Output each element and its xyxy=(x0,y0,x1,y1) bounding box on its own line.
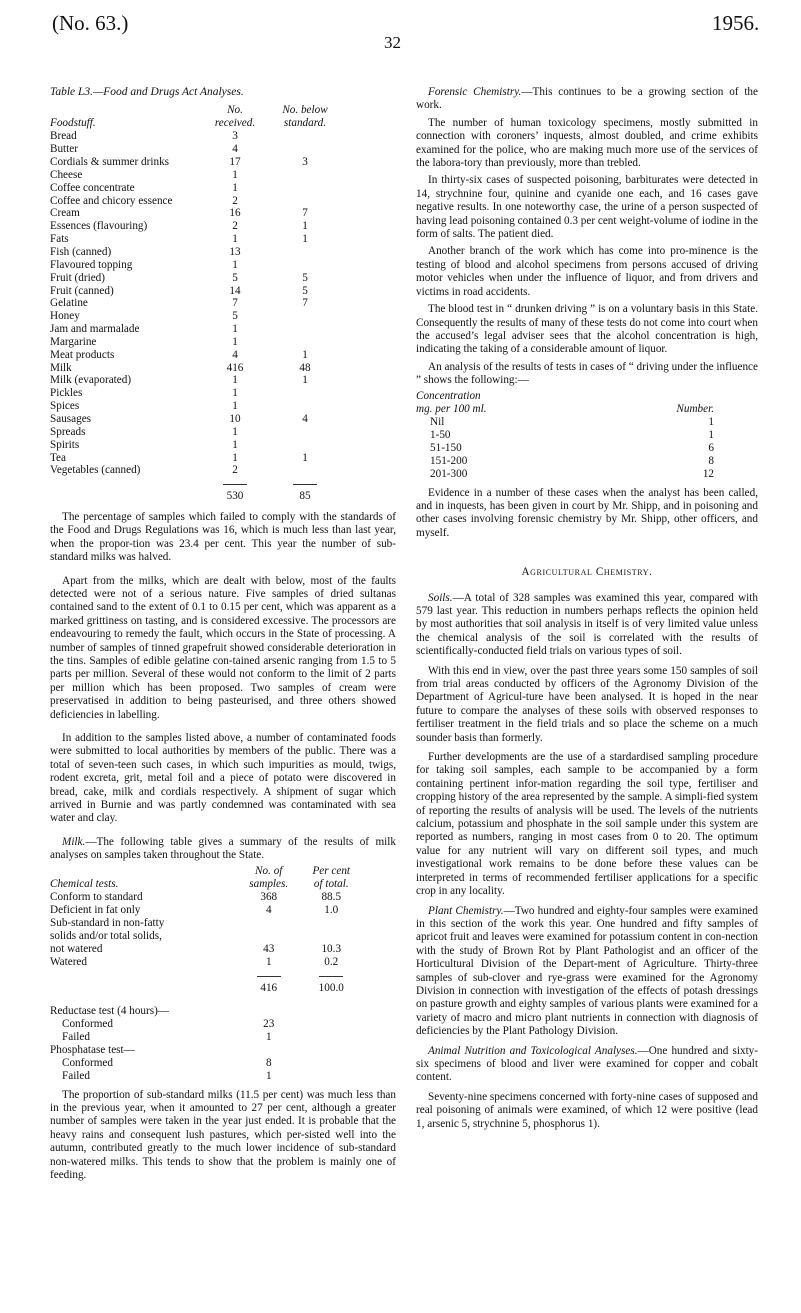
milk-rule-row xyxy=(50,969,362,982)
table-row xyxy=(50,297,350,310)
paragraph-contaminated: In addition to the samples listed above, a number of contaminated foods were submitted to local authorities by members of the public. There was a total of seven-teen such cases, in which such impurities as mould, twigs, rodent excreta, grit, metal foil and a piece of potato were discovered in bread, cake, milk and cordials respectively. A shipment of sugar which arrived in Burnie and was partly condemned was contaminated with sea water and clay. xyxy=(50,731,396,825)
conc-number: 8 xyxy=(708,454,714,467)
milk-sample-count: 1 xyxy=(265,955,272,968)
below-standard-count: 48 xyxy=(299,361,311,374)
table-row xyxy=(50,246,350,259)
conc-number: 6 xyxy=(708,441,714,454)
milk-head-cell xyxy=(50,865,237,878)
received-count: 1 xyxy=(232,400,238,413)
below-standard-count: 5 xyxy=(302,284,308,297)
foodstuff-name: Bread xyxy=(50,130,77,143)
conc-head-number: Number. xyxy=(676,402,714,415)
table-row xyxy=(50,374,350,387)
rule-cell xyxy=(237,969,301,982)
table-row xyxy=(50,220,350,233)
below-standard-count: 1 xyxy=(302,348,308,361)
received-count: 1 xyxy=(232,258,238,271)
foodstuff-name: Spices xyxy=(50,400,80,413)
right-column xyxy=(416,86,758,1141)
reductase-count: 23 xyxy=(263,1017,275,1030)
paragraph-blood-alcohol: Another branch of the work which has come into pro-minence is the testing of blood and alcohol specimens from persons accused of driving motor vehicles when under the influence of liquor, and from drivers and victims in road accidents. xyxy=(416,245,758,298)
received-count: 1 xyxy=(232,374,238,387)
received-count: 5 xyxy=(232,271,238,284)
animal-text: —One hundred and sixty-six specimens of blood and liver were examined for copper and cobalt content. xyxy=(416,1044,759,1084)
milk-head-cell: No. of xyxy=(255,864,283,877)
milk-percent: 1.0 xyxy=(324,903,339,916)
foodstuff-name: Sausages xyxy=(50,412,92,425)
foodstuff-name: Milk xyxy=(50,361,72,374)
milk-head-cell: samples. xyxy=(249,877,289,890)
conc-row xyxy=(416,429,716,442)
received-count: 1 xyxy=(232,181,238,194)
table-row xyxy=(50,169,350,182)
milk-sample-count xyxy=(237,917,301,930)
table-row xyxy=(50,413,350,426)
milk-test-label: Sub-standard in non-fatty xyxy=(50,916,165,929)
received-count: 1 xyxy=(232,387,238,400)
below-standard-count xyxy=(260,143,350,156)
blank-cell xyxy=(50,477,210,490)
table-caption: Table L3.—Food and Drugs Act Analyses. xyxy=(50,86,244,98)
paragraph-soils xyxy=(416,592,758,659)
table-row xyxy=(50,285,350,298)
table-row xyxy=(50,272,350,285)
below-standard-count: 1 xyxy=(302,374,308,387)
table-row xyxy=(50,130,350,143)
phosphatase-result-label: Failed xyxy=(62,1069,90,1082)
table-row xyxy=(50,400,350,413)
milk-percent xyxy=(301,917,363,930)
milk-lead: Milk. xyxy=(62,835,86,848)
received-count: 1 xyxy=(232,323,238,336)
conc-range: 51-150 xyxy=(430,441,462,454)
received-count: 1 xyxy=(232,425,238,438)
milk-test-label: not watered xyxy=(50,942,103,955)
conc-row xyxy=(416,468,716,481)
rule-cell xyxy=(210,477,260,490)
received-count: 10 xyxy=(229,412,241,425)
received-count: 5 xyxy=(232,310,238,323)
foodstuff-name: Margarine xyxy=(50,335,97,348)
table-row xyxy=(50,259,350,272)
foodstuff-name: Milk (evaporated) xyxy=(50,374,132,387)
received-count: 1 xyxy=(232,168,238,181)
milk-table xyxy=(50,865,362,1083)
milk-test-label: Deficient in fat only xyxy=(50,903,141,916)
paragraph-evidence: Evidence in a number of these cases when the analyst has been called, and in inquests, has been given in court by Mr. Shipp, and in poisoning and other cases involving forensic chemistry by Mr. Shipp, other officers, and myself. xyxy=(416,486,758,539)
below-standard-count: 1 xyxy=(302,220,308,233)
conc-range: 1-50 xyxy=(430,428,451,441)
foodstuff-name: Cheese xyxy=(50,168,83,181)
foodstuff-name: Coffee and chicory essence xyxy=(50,194,173,207)
milk-percent xyxy=(301,930,363,943)
milk-percent: 10.3 xyxy=(321,942,342,955)
milk-total-row xyxy=(50,982,362,995)
table-head-cell: No. xyxy=(227,104,243,117)
blank-cell xyxy=(301,1018,363,1031)
milk-test-label: solids and/or total solids, xyxy=(50,929,162,942)
table-row xyxy=(50,182,350,195)
conc-number: 12 xyxy=(702,467,714,480)
received-count: 14 xyxy=(229,284,241,297)
paragraph-animal-poisoning: Seventy-nine specimens concerned with forty-nine cases of supposed and real poisoning of animals were examined, of which 12 were positive (lead 1, arsenic 5, strychnine 5, phosphorus 1). xyxy=(416,1090,758,1130)
paragraph-faults: Apart from the milks, which are dealt with below, most of the faults detected were not of a serious nature. Five samples of dried sultanas contained sand to the extent of 0.1 to 0.15 per cent, which was apparent as a marked grittiness on tasting, and is considered excessive. The processors are endeavouring to remedy the fault, which occurs in the State of processing. A number of samples of tinned grapefruit showed considerable deterioration in the tins. Samples of edible gelatine con-tained arsenic ranging from 1.5 to 5 parts per million. Several of these would not conform to the limit of 2 parts per million which has been proposed. Two samples of cream were preservatised in addition to being pasteurised, and three others showed deficiencies in labelling. xyxy=(50,574,396,721)
foodstuff-name: Flavoured topping xyxy=(50,258,133,271)
foodstuff-name: Cordials & summer drinks xyxy=(50,156,170,169)
milk-head-row xyxy=(50,865,362,878)
below-standard-count xyxy=(260,323,350,336)
paragraph-analysis-intro: An analysis of the results of tests in cases of “ driving under the influence ” shows the following:— xyxy=(416,360,758,387)
milk-total-percent: 100.0 xyxy=(318,981,344,994)
foodstuff-name: Coffee concentrate xyxy=(50,181,135,194)
total-below: 85 xyxy=(299,490,311,503)
blank-cell xyxy=(50,490,210,503)
milk-head-cell: Per cent xyxy=(312,864,351,877)
foodstuff-name: Cream xyxy=(50,207,80,220)
spacer-row xyxy=(50,995,362,1005)
phosphatase-count: 8 xyxy=(265,1056,272,1069)
milk-head-cell: of total. xyxy=(313,877,349,890)
phosphatase-result-label: Conformed xyxy=(62,1056,113,1069)
below-standard-count: 7 xyxy=(302,207,308,220)
below-standard-count: 3 xyxy=(302,156,308,169)
milk-percent: 0.2 xyxy=(324,955,339,968)
table-row xyxy=(50,349,350,362)
received-count: 2 xyxy=(232,220,238,233)
milk-head-cell: Chemical tests. xyxy=(50,877,119,890)
below-standard-count xyxy=(260,336,350,349)
total-row xyxy=(50,490,350,503)
forensic-lead: Forensic Chemistry. xyxy=(428,86,522,98)
blank-cell xyxy=(50,982,237,995)
conc-number: 1 xyxy=(708,428,714,441)
milk-row xyxy=(50,930,362,943)
header-series-number: (No. 63.) xyxy=(52,11,129,35)
foodstuff-name: Spirits xyxy=(50,438,80,451)
paragraph-toxicology: The number of human toxicology specimens, mostly submitted in connection with coroners’ inquests, almost doubled, and crime exhibits examined for the police, who are making much more use of the services of the labora-tory than previously, more than trebled. xyxy=(416,116,758,170)
animal-lead: Animal Nutrition and Toxicological Analyses. xyxy=(428,1044,638,1057)
conc-head-units: mg. per 100 ml. xyxy=(416,402,487,415)
table-row xyxy=(50,439,350,452)
milk-row xyxy=(50,943,362,956)
below-standard-count xyxy=(260,464,350,477)
received-count: 17 xyxy=(229,156,241,169)
milk-row xyxy=(50,904,362,917)
soils-text: —A total of 328 samples was examined this year, compared with 579 last year. This reduction in numbers perhaps reflects the opinion held by most authorities that soil analysis in itself is of very limited value unless the chemical analysis of the soil is correlated with the results of scientifically-conducted field trials on various types of soil. xyxy=(416,591,758,658)
conc-head-row xyxy=(416,390,716,403)
table-head-cell: standard. xyxy=(283,117,327,130)
reductase-heading-row xyxy=(50,1005,362,1018)
table-head-cell: received. xyxy=(214,117,256,130)
milk-sample-count: 43 xyxy=(263,942,275,955)
below-standard-count xyxy=(260,246,350,259)
table-row xyxy=(50,195,350,208)
conc-range: 151-200 xyxy=(430,454,468,467)
received-count: 4 xyxy=(232,143,238,156)
foodstuff-name: Fruit (dried) xyxy=(50,271,105,284)
below-standard-count: 5 xyxy=(302,271,308,284)
paragraph-soil-sampling: Further developments are the use of a stardardised sampling procedure for taking soil samples, each sample to be accompanied by a form containing pertinent infor-mation regarding the soil type, fertiliser and cropping history of the area represented by the sample. A simpli-fied system of reporting the results of analysis will be used. The levels of the nutrients calcium, potassium and phosphate in the soil sample under this system are reported as numbers, ranging in most cases from 0 to 20. The optimum value for any nutrient will vary on different soil types, and much investigational work remains to be done before these values can be interpreted in terms of recommended fertiliser applications for a specific crop in any locality. xyxy=(416,751,758,898)
blank-cell xyxy=(301,1031,363,1044)
milk-head-row xyxy=(50,878,362,891)
foodstuff-name: Vegetables (canned) xyxy=(50,464,141,477)
table-row xyxy=(50,143,350,156)
milk-percent: 88.5 xyxy=(321,890,342,903)
paragraph-forensic-intro xyxy=(416,86,758,113)
paragraph-drunken-driving: The blood test in “ drunken driving ” is on a voluntary basis in this State. Consequently the results of many of these tests do not come into court when the accused’s legal adviser sees that the alcohol concentration is high, indicating the taking of a considerable amount of liquor. xyxy=(416,303,758,356)
received-count: 416 xyxy=(226,361,244,374)
below-standard-count xyxy=(260,439,350,452)
below-standard-count xyxy=(260,310,350,323)
foodstuff-name: Fish (canned) xyxy=(50,246,112,258)
received-count: 1 xyxy=(232,438,238,451)
below-standard-count xyxy=(260,169,350,182)
table-head-row xyxy=(50,104,350,117)
paragraph-poisoning: In thirty-six cases of suspected poisoning, barbiturates were detected in 14, strychnine four, quinine and cyanide one each, and 16 cases gave negative results. In one noteworthy case, the urine of a person suspected of having lead poisoning contained 0.3 per cent weight-volume of iodine in the form of salts. The patient died. xyxy=(416,174,758,241)
below-standard-count xyxy=(260,387,350,400)
foodstuff-name: Meat products xyxy=(50,348,115,361)
conc-number: 1 xyxy=(708,415,714,428)
section-heading-agricultural: Agricultural Chemistry. xyxy=(521,566,653,579)
below-standard-count xyxy=(260,195,350,208)
conc-row xyxy=(416,416,716,429)
table-row xyxy=(50,426,350,439)
milk-test-label: Conform to standard xyxy=(50,890,143,903)
table-head-cell: Foodstuff. xyxy=(50,117,96,130)
conc-row xyxy=(416,455,716,468)
blank-cell xyxy=(608,390,716,403)
table-row xyxy=(50,156,350,169)
conc-head: Concentration xyxy=(416,389,481,402)
below-standard-count xyxy=(260,426,350,439)
table-head-row xyxy=(50,117,350,130)
forensic-intro-text: —This continues to be a growing section of the work. xyxy=(416,86,758,112)
foodstuff-name: Fats xyxy=(50,233,69,246)
below-standard-count: 1 xyxy=(302,451,308,464)
reductase-count: 1 xyxy=(265,1030,272,1043)
milk-test-label: Watered xyxy=(50,955,87,968)
foodstuff-name: Spreads xyxy=(50,425,86,438)
received-count: 1 xyxy=(232,451,238,464)
table-row xyxy=(50,362,350,375)
table-head-cell: No. below xyxy=(282,104,328,117)
table-head-cell xyxy=(50,104,210,117)
foodstuff-name: Essences (flavouring) xyxy=(50,220,148,233)
reductase-result-label: Failed xyxy=(62,1030,90,1043)
foodstuff-name: Jam and marmalade xyxy=(50,323,140,336)
blank-cell xyxy=(301,1057,363,1070)
paragraph-animal-nutrition xyxy=(416,1045,758,1085)
phosphatase-row xyxy=(50,1070,362,1083)
received-count: 13 xyxy=(229,246,241,258)
milk-total-samples: 416 xyxy=(260,981,278,994)
reductase-label: Reductase test (4 hours)— xyxy=(50,1004,169,1017)
reductase-result-label: Conformed xyxy=(62,1017,113,1030)
conc-head-row xyxy=(416,403,716,416)
plant-lead: Plant Chemistry. xyxy=(428,904,504,917)
milk-row xyxy=(50,891,362,904)
milk-intro-text: —The following table gives a summary of the results of milk analyses on samples taken throughout the State. xyxy=(50,835,396,862)
phosphatase-row xyxy=(50,1057,362,1070)
header-year: 1956. xyxy=(712,11,760,35)
table-row xyxy=(50,387,350,400)
blank-cell xyxy=(301,1070,363,1083)
reductase-row xyxy=(50,1018,362,1031)
below-standard-count xyxy=(260,130,350,143)
conc-range: 201-300 xyxy=(430,467,468,480)
paragraph-substandard-milks: The proportion of sub-standard milks (11.5 per cent) was much less than in the previous year, when it amounted to 27 per cent, although a greater number of samples were taken in the year just ended. It is probable that the heavy rains and consequent lush pastures, which per-sisted well into the autumn, contributed greatly to the much lower incidence of sub-standard non-watered milks. This tends to show that the problem is mainly one of feeding. xyxy=(50,1088,396,1182)
table-row xyxy=(50,310,350,323)
food-drugs-table xyxy=(50,104,350,502)
received-count: 2 xyxy=(232,194,238,207)
phosphatase-label: Phosphatase test— xyxy=(50,1043,135,1056)
milk-sample-count xyxy=(237,930,301,943)
below-standard-count: 4 xyxy=(302,412,308,425)
received-count: 3 xyxy=(232,130,238,143)
left-column xyxy=(50,86,396,1192)
foodstuff-name: Honey xyxy=(50,310,80,323)
conc-row xyxy=(416,442,716,455)
phosphatase-count: 1 xyxy=(265,1069,272,1082)
rule-cell xyxy=(260,477,350,490)
received-count: 16 xyxy=(229,207,241,220)
received-count: 4 xyxy=(232,348,238,361)
page-number: 32 xyxy=(384,33,401,52)
milk-sample-count: 4 xyxy=(265,903,272,916)
plant-text: —Two hundred and eighty-four samples were examined in this section of the work this year. One hundred and fifty samples of apricot fruit and leaves were examined for potassium content in con-nection with the study of Brown Rot by Plant Pathologist and an officer of the Horticultural Division of the Depart-ment of Agriculture. Thirty-three samples of sub-clover and rye-grass were examined for the Agronomy Division in connection with investigation of the effects of potash dressings on pasture growth and eighty samples of various plants were examined for a variety of macro and micro plant nutrients in connection with diagnosis of deficiencies by the Plant Pathology Division. xyxy=(416,904,758,1038)
milk-row xyxy=(50,917,362,930)
table-row xyxy=(50,464,350,477)
blank-cell xyxy=(50,969,237,982)
received-count: 2 xyxy=(232,464,238,477)
table-row xyxy=(50,323,350,336)
table-row xyxy=(50,233,350,246)
milk-sample-count: 368 xyxy=(260,890,278,903)
table-row xyxy=(50,207,350,220)
table-row xyxy=(50,336,350,349)
phosphatase-heading-row xyxy=(50,1044,362,1057)
foodstuff-name: Pickles xyxy=(50,387,83,400)
foodstuff-name: Gelatine xyxy=(50,297,88,310)
received-count: 1 xyxy=(232,233,238,246)
paragraph-soil-trials: With this end in view, over the past three years some 150 samples of soil from trial areas conducted by officers of the Agronomy Division of the Department of Agricul-ture have been analysed. It is hoped in the near future to compare the analyses of these soils with observed responses to fertiliser treatment in the field trials and so place the scheme on a much sounder basis than formerly. xyxy=(416,664,758,744)
rule-cell xyxy=(301,969,363,982)
concentration-table xyxy=(416,390,716,481)
below-standard-count: 1 xyxy=(302,233,308,246)
paragraph-milk-intro xyxy=(50,836,396,863)
paragraph-percentage: The percentage of samples which failed to comply with the standards of the Food and Drugs Regulations was 16, which is much less than last year, when the propor-tion was 23.4 per cent. This year the number of sub-standard milks was halved. xyxy=(50,510,396,564)
total-rule-row xyxy=(50,477,350,490)
soils-lead: Soils. xyxy=(428,591,453,604)
below-standard-count xyxy=(260,400,350,413)
below-standard-count xyxy=(260,259,350,272)
reductase-row xyxy=(50,1031,362,1044)
foodstuff-name: Fruit (canned) xyxy=(50,284,114,297)
conc-range: Nil xyxy=(430,415,445,428)
paragraph-plant-chemistry xyxy=(416,905,758,1039)
received-count: 1 xyxy=(232,335,238,348)
table-row xyxy=(50,452,350,465)
received-count: 7 xyxy=(232,297,238,310)
foodstuff-name: Tea xyxy=(50,451,66,464)
foodstuff-name: Butter xyxy=(50,143,78,156)
total-received: 530 xyxy=(226,490,244,503)
below-standard-count xyxy=(260,182,350,195)
below-standard-count: 7 xyxy=(302,297,308,310)
milk-row xyxy=(50,956,362,969)
